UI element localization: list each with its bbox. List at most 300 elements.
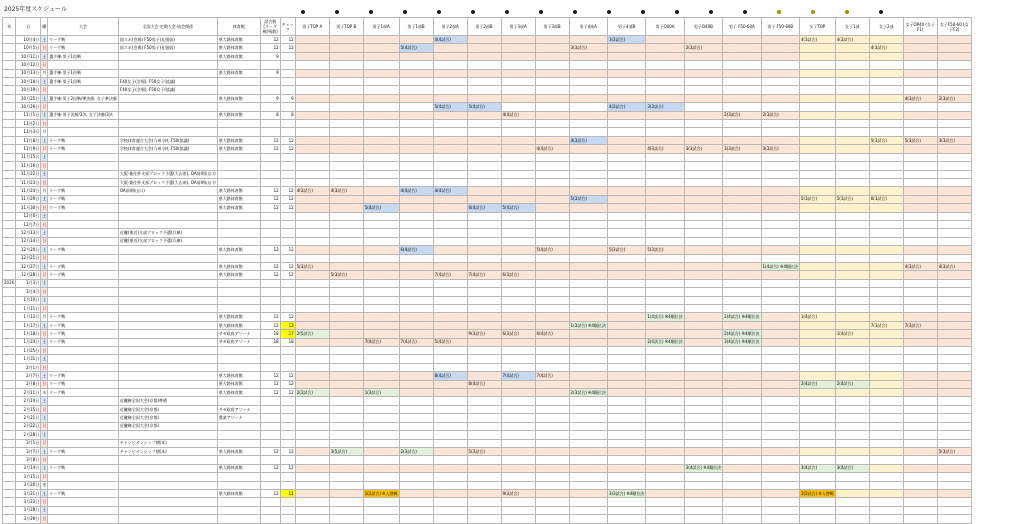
- division-cell: [723, 187, 761, 195]
- table-row: [3, 103, 972, 111]
- category-dot: [335, 10, 339, 14]
- division-cell: 3(3試合): [937, 136, 971, 144]
- national-event-cell: [118, 153, 217, 161]
- division-cell: 1(3試合) ※4順位決: [569, 321, 607, 329]
- header-cell: 男子1部B: [399, 18, 433, 36]
- division-cell: [684, 162, 722, 170]
- division-cell: [501, 262, 535, 270]
- year-cell: [3, 254, 16, 262]
- division-cell: [723, 347, 761, 355]
- division-cell: [869, 94, 903, 102]
- division-cell: [869, 431, 903, 439]
- division-cell: [329, 498, 363, 506]
- division-cell: [937, 128, 971, 136]
- weekday-cell: 金: [41, 481, 48, 489]
- year-cell: [3, 246, 16, 254]
- check-cell: [280, 153, 295, 161]
- division-cell: [799, 229, 835, 237]
- division-cell: [646, 220, 684, 228]
- division-cell: [569, 515, 607, 523]
- division-cell: [684, 120, 722, 128]
- division-cell: [799, 506, 835, 514]
- date-cell: 2月8日: [16, 380, 41, 388]
- division-cell: [761, 363, 799, 371]
- division-cell: 4(4試合): [501, 111, 535, 119]
- national-event-cell: 近畿権全国大会(京都): [118, 405, 217, 413]
- division-cell: [903, 288, 937, 296]
- national-event-cell: [118, 296, 217, 304]
- division-cell: [433, 296, 467, 304]
- weekday-cell: 土: [41, 78, 48, 86]
- year-cell: [3, 237, 16, 245]
- division-cell: [535, 296, 569, 304]
- division-cell: [937, 271, 971, 279]
- table-row: [3, 145, 972, 153]
- division-cell: [646, 187, 684, 195]
- header-cell: 男子TOP B: [329, 18, 363, 36]
- division-cell: [761, 498, 799, 506]
- division-cell: [835, 162, 869, 170]
- division-cell: [761, 355, 799, 363]
- division-cell: [723, 61, 761, 69]
- division-cell: [569, 162, 607, 170]
- division-cell: [329, 94, 363, 102]
- year-cell: [3, 44, 16, 52]
- gym-cell: [217, 347, 260, 355]
- games-count-cell: 8: [260, 111, 280, 119]
- division-cell: [799, 178, 835, 186]
- division-cell: [723, 481, 761, 489]
- division-cell: [937, 489, 971, 497]
- division-cell: [535, 414, 569, 422]
- weekday-cell: 土: [41, 464, 48, 472]
- check-cell: [280, 456, 295, 464]
- division-cell: [295, 296, 329, 304]
- division-cell: [329, 506, 363, 514]
- division-cell: [869, 36, 903, 44]
- gym-cell: [217, 61, 260, 69]
- division-cell: [684, 212, 722, 220]
- division-cell: [684, 305, 722, 313]
- division-cell: [723, 414, 761, 422]
- division-cell: [295, 347, 329, 355]
- division-cell: [501, 162, 535, 170]
- date-cell: 2月21日: [16, 414, 41, 422]
- games-count-cell: 12: [260, 489, 280, 497]
- division-cell: [723, 212, 761, 220]
- division-cell: [467, 61, 501, 69]
- division-cell: [646, 363, 684, 371]
- division-cell: [295, 170, 329, 178]
- division-cell: [569, 288, 607, 296]
- games-count-cell: [260, 86, 280, 94]
- category-dot: [879, 10, 883, 14]
- division-cell: [903, 229, 937, 237]
- division-cell: [569, 372, 607, 380]
- gym-cell: [217, 237, 260, 245]
- division-cell: 1(2試合) ※入替戦: [799, 489, 835, 497]
- division-cell: [799, 61, 835, 69]
- division-cell: [363, 271, 399, 279]
- division-cell: [684, 237, 722, 245]
- division-cell: [869, 78, 903, 86]
- games-count-cell: 12: [260, 380, 280, 388]
- national-event-cell: [118, 506, 217, 514]
- division-cell: [869, 212, 903, 220]
- games-count-cell: [260, 229, 280, 237]
- gym-cell: [217, 103, 260, 111]
- event-cell: リーグ戦: [48, 204, 119, 212]
- date-cell: 1月12日: [16, 313, 41, 321]
- division-cell: 4(4試合): [433, 187, 467, 195]
- division-cell: [684, 170, 722, 178]
- division-cell: [569, 473, 607, 481]
- division-cell: 5(4試合): [501, 204, 535, 212]
- national-event-cell: [118, 321, 217, 329]
- header-cell: 女子2部: [869, 18, 903, 36]
- header-cell: 大会: [48, 18, 119, 36]
- gym-cell: [217, 481, 260, 489]
- division-cell: [903, 36, 937, 44]
- division-cell: [399, 52, 433, 60]
- year-cell: [3, 515, 16, 523]
- national-event-cell: [118, 372, 217, 380]
- gym-cell: サゼ政府アリーナ: [217, 330, 260, 338]
- division-cell: [501, 447, 535, 455]
- division-cell: [467, 52, 501, 60]
- division-cell: [761, 237, 799, 245]
- national-event-cell: [118, 515, 217, 523]
- division-cell: [329, 338, 363, 346]
- division-cell: [329, 136, 363, 144]
- division-cell: [501, 397, 535, 405]
- division-cell: [363, 397, 399, 405]
- games-count-cell: 12: [260, 44, 280, 52]
- gym-cell: [217, 498, 260, 506]
- division-cell: [761, 279, 799, 287]
- division-cell: [467, 94, 501, 102]
- division-cell: [903, 254, 937, 262]
- division-cell: [433, 212, 467, 220]
- division-cell: [684, 330, 722, 338]
- division-cell: [684, 262, 722, 270]
- weekday-cell: 土: [41, 212, 48, 220]
- division-cell: [761, 246, 799, 254]
- division-cell: [723, 153, 761, 161]
- division-cell: [569, 481, 607, 489]
- division-cell: [569, 431, 607, 439]
- division-cell: [433, 456, 467, 464]
- division-cell: [569, 204, 607, 212]
- event-cell: リーグ戦: [48, 145, 119, 153]
- header-cell: 全国大会·定期大会·協会関係: [118, 18, 217, 36]
- division-cell: [535, 380, 569, 388]
- weekday-cell: 土: [41, 94, 48, 102]
- check-cell: [280, 347, 295, 355]
- event-cell: リーグ戦: [48, 246, 119, 254]
- division-cell: [723, 128, 761, 136]
- year-cell: [3, 473, 16, 481]
- division-cell: [835, 296, 869, 304]
- division-cell: [937, 44, 971, 52]
- division-cell: [535, 481, 569, 489]
- division-cell: [869, 111, 903, 119]
- date-cell: 1月18日: [16, 330, 41, 338]
- year-cell: [3, 204, 16, 212]
- division-cell: [363, 246, 399, 254]
- division-cell: [535, 439, 569, 447]
- division-cell: [761, 120, 799, 128]
- division-cell: 4(3試合): [903, 94, 937, 102]
- division-cell: 4(3試合): [869, 44, 903, 52]
- national-event-cell: [118, 279, 217, 287]
- division-cell: [723, 120, 761, 128]
- division-cell: [329, 128, 363, 136]
- gym-cell: 県大路体育館: [217, 187, 260, 195]
- division-cell: [607, 195, 645, 203]
- weekday-cell: 日: [41, 288, 48, 296]
- date-cell: 11月15日: [16, 153, 41, 161]
- division-cell: [835, 220, 869, 228]
- division-cell: [937, 330, 971, 338]
- division-cell: [607, 498, 645, 506]
- division-cell: [835, 78, 869, 86]
- division-cell: [684, 204, 722, 212]
- date-cell: 2月15日: [16, 405, 41, 413]
- division-cell: [501, 136, 535, 144]
- table-row: [3, 94, 972, 102]
- weekday-cell: 日: [41, 515, 48, 523]
- event-cell: [48, 305, 119, 313]
- division-cell: 5(3試合): [869, 136, 903, 144]
- division-cell: [467, 162, 501, 170]
- division-cell: [399, 36, 433, 44]
- division-cell: [723, 103, 761, 111]
- division-cell: [761, 271, 799, 279]
- table-row: [3, 162, 972, 170]
- weekday-cell: 土: [41, 372, 48, 380]
- gym-cell: [217, 170, 260, 178]
- division-cell: [467, 195, 501, 203]
- division-cell: [937, 355, 971, 363]
- division-cell: [363, 162, 399, 170]
- games-count-cell: 18: [260, 330, 280, 338]
- division-cell: [903, 389, 937, 397]
- division-cell: [535, 162, 569, 170]
- header-cell: 男子O40B: [684, 18, 722, 36]
- division-cell: 4(3試合): [937, 262, 971, 270]
- division-cell: [903, 162, 937, 170]
- division-cell: [433, 254, 467, 262]
- games-count-cell: [260, 473, 280, 481]
- national-event-cell: [118, 456, 217, 464]
- division-cell: [869, 254, 903, 262]
- division-cell: [903, 52, 937, 60]
- division-cell: [467, 220, 501, 228]
- gym-cell: 県大路体育館: [217, 271, 260, 279]
- table-row: [3, 431, 972, 439]
- division-cell: [684, 347, 722, 355]
- division-cell: [799, 422, 835, 430]
- date-cell: 1月3日: [16, 279, 41, 287]
- event-cell: [48, 128, 119, 136]
- division-cell: [535, 220, 569, 228]
- event-cell: [48, 405, 119, 413]
- division-cell: [607, 145, 645, 153]
- division-cell: [607, 52, 645, 60]
- division-cell: [329, 103, 363, 111]
- division-cell: [903, 380, 937, 388]
- division-cell: [761, 321, 799, 329]
- division-cell: [903, 347, 937, 355]
- division-cell: [399, 414, 433, 422]
- division-cell: 7(3試合): [903, 321, 937, 329]
- division-cell: [535, 464, 569, 472]
- gym-cell: 県大路体育館: [217, 69, 260, 77]
- national-event-cell: [118, 220, 217, 228]
- header-cell: 男子4部B: [607, 18, 645, 36]
- date-cell: 11月1日: [16, 111, 41, 119]
- date-cell: 1月24日: [16, 338, 41, 346]
- date-cell: 3月15日: [16, 473, 41, 481]
- games-count-cell: [260, 78, 280, 86]
- division-cell: [433, 515, 467, 523]
- table-row: [3, 414, 972, 422]
- division-cell: [467, 254, 501, 262]
- division-cell: [501, 254, 535, 262]
- check-cell: 12: [280, 372, 295, 380]
- division-cell: [433, 313, 467, 321]
- games-count-cell: [260, 456, 280, 464]
- table-row: [3, 321, 972, 329]
- division-cell: [399, 456, 433, 464]
- division-cell: [295, 422, 329, 430]
- division-cell: [329, 145, 363, 153]
- division-cell: 2(4試合) ※4順位決: [723, 313, 761, 321]
- division-cell: 2(3試合): [399, 447, 433, 455]
- division-cell: [835, 212, 869, 220]
- national-event-cell: [118, 498, 217, 506]
- division-cell: [535, 313, 569, 321]
- table-row: [3, 237, 972, 245]
- division-cell: [501, 405, 535, 413]
- games-count-cell: 12: [260, 36, 280, 44]
- division-cell: [399, 321, 433, 329]
- event-cell: 選手権·男子1回戦: [48, 78, 119, 86]
- division-cell: [761, 397, 799, 405]
- division-cell: [684, 220, 722, 228]
- division-cell: [363, 296, 399, 304]
- division-cell: [363, 262, 399, 270]
- division-cell: [467, 44, 501, 52]
- division-cell: [607, 355, 645, 363]
- division-cell: [869, 220, 903, 228]
- division-cell: [869, 296, 903, 304]
- national-event-cell: 近畿権全国大会(京都): [118, 422, 217, 430]
- division-cell: [295, 498, 329, 506]
- division-cell: [646, 439, 684, 447]
- table-row: [3, 330, 972, 338]
- division-cell: [799, 439, 835, 447]
- division-cell: [799, 456, 835, 464]
- division-cell: [295, 153, 329, 161]
- division-cell: [295, 305, 329, 313]
- division-cell: [501, 380, 535, 388]
- division-cell: [799, 271, 835, 279]
- event-cell: [48, 506, 119, 514]
- gym-cell: 県大路体育館: [217, 94, 260, 102]
- division-cell: [363, 212, 399, 220]
- division-cell: [799, 288, 835, 296]
- division-cell: [684, 271, 722, 279]
- division-cell: [646, 44, 684, 52]
- gym-cell: 県大路体育館: [217, 204, 260, 212]
- division-cell: [723, 69, 761, 77]
- year-cell: [3, 111, 16, 119]
- check-cell: 8: [280, 111, 295, 119]
- division-cell: [835, 94, 869, 102]
- division-cell: [869, 271, 903, 279]
- division-cell: [903, 489, 937, 497]
- division-cell: [646, 321, 684, 329]
- gym-cell: [217, 439, 260, 447]
- division-cell: [937, 178, 971, 186]
- division-cell: [937, 195, 971, 203]
- weekday-cell: 月: [41, 69, 48, 77]
- year-cell: [3, 170, 16, 178]
- national-event-cell: [118, 305, 217, 313]
- national-event-cell: チャンピオンシップ(熊本): [118, 447, 217, 455]
- division-cell: [869, 61, 903, 69]
- year-cell: [3, 313, 16, 321]
- gym-cell: 県大路体育館: [217, 44, 260, 52]
- division-cell: [363, 279, 399, 287]
- division-cell: 4(3試合): [835, 36, 869, 44]
- division-cell: [535, 103, 569, 111]
- division-cell: [399, 481, 433, 489]
- event-cell: [48, 431, 119, 439]
- division-cell: [835, 136, 869, 144]
- division-cell: [399, 111, 433, 119]
- division-cell: [329, 464, 363, 472]
- division-cell: [535, 363, 569, 371]
- division-cell: [363, 254, 399, 262]
- division-cell: [684, 389, 722, 397]
- division-cell: [467, 36, 501, 44]
- weekday-cell: 土: [41, 136, 48, 144]
- division-cell: [501, 414, 535, 422]
- division-cell: [501, 464, 535, 472]
- gym-cell: [217, 220, 260, 228]
- division-cell: [607, 229, 645, 237]
- division-cell: [535, 288, 569, 296]
- check-cell: 12: [280, 447, 295, 455]
- date-cell: 2月28日: [16, 431, 41, 439]
- division-cell: [937, 397, 971, 405]
- division-cell: [399, 296, 433, 304]
- division-cell: [799, 447, 835, 455]
- year-cell: [3, 145, 16, 153]
- event-cell: リーグ戦: [48, 195, 119, 203]
- division-cell: [607, 204, 645, 212]
- year-cell: [3, 78, 16, 86]
- division-cell: [646, 128, 684, 136]
- national-event-cell: 大阪·兼住杯支部ブロック予選(大山南), OA前期(山口): [118, 178, 217, 186]
- division-cell: [646, 61, 684, 69]
- division-cell: [399, 464, 433, 472]
- check-cell: [280, 220, 295, 228]
- division-cell: [433, 447, 467, 455]
